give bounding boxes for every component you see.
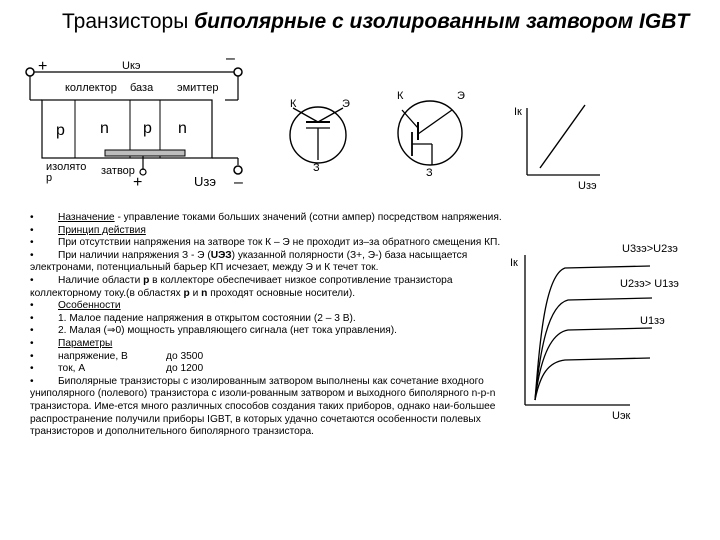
- params-heading: Параметры: [58, 337, 113, 349]
- graph1-xlabel: Uзэ: [578, 180, 597, 192]
- isolator-label: изолято р: [46, 161, 87, 184]
- symbol2-k: К: [397, 90, 404, 102]
- emitter-label: эмиттер: [177, 82, 219, 94]
- region-n2: n: [178, 120, 187, 137]
- uke-label: Uкэ: [122, 60, 141, 72]
- symbol2-e: Э: [457, 90, 465, 102]
- plus-top: +: [38, 58, 48, 75]
- principle-heading: Принцип действия: [58, 224, 146, 236]
- gate-label: затвор: [101, 165, 135, 177]
- symbol1-z: З: [313, 162, 320, 174]
- symbol1-k: К: [290, 98, 297, 110]
- plus-bottom: +: [133, 174, 143, 191]
- graph1-ylabel: Iк: [514, 106, 522, 118]
- body-text: • Назначение - управление токами больших значений (сотни ампер) посредством напряжения. • Принцип действия • При отсутствии напряжения на затворе ток К – Э не проходит из–за обратного смещения КП. • При наличии напряжения З - Э (UЭЗ) указанной полярности (З+, Э-) база насыщается электронами, потенциальный барьер КП исчезает, между Э и К течет ток. • Наличие области p в коллекторе обеспечивает низкое сопротивление транзистора коллекторному току.(в областях p и n проходят основные носители). • Особенности • 1. Малое падение напряжения в открытом состоянии (2 – 3 В). • 2. Малая (⇒0) мощность управляющего сигнала (нет тока управления). • Параметры • напряжение, В до 3500 • ток, А до 1200 • Биполярные транзисторы с изолированным затвором выполнены как сочетание входного униполярного (полевого) транзистора с изоли-рованным затвором и выходного биполярного n-p-n транзистора. Име-ется много различных способов создания таких приборов, однако наи-большее распространение получили приборы IGBT, в которых удачно сочетаются особенности полевых транзисторов и дополнительного биполярного транзистора.: [30, 212, 502, 438]
- symbol2-z: З: [426, 167, 433, 179]
- purpose-heading: Назначение: [58, 212, 115, 223]
- minus-bottom: –: [234, 174, 243, 191]
- graph2-xlabel: Uэк: [612, 410, 631, 422]
- graph2-ylabel: Iк: [510, 257, 518, 269]
- symbol1-e: Э: [342, 98, 350, 110]
- region-n1: n: [100, 120, 109, 137]
- region-p1: p: [56, 122, 65, 139]
- minus-top: –: [226, 50, 235, 67]
- collector-label: коллектор: [65, 82, 117, 94]
- title-bold: биполярные с изолированным затвором IGBT: [194, 10, 690, 33]
- base-label: база: [130, 82, 154, 94]
- title-normal: Транзисторы: [62, 10, 189, 33]
- curve2-label: U2зэ> U1зэ: [620, 278, 679, 290]
- features-heading: Особенности: [58, 300, 121, 312]
- region-p2: p: [143, 120, 152, 137]
- curve3-label: U3зэ>U2зэ: [622, 243, 678, 255]
- uze-label: Uзэ: [194, 174, 216, 189]
- curve1-label: U1зэ: [640, 315, 665, 327]
